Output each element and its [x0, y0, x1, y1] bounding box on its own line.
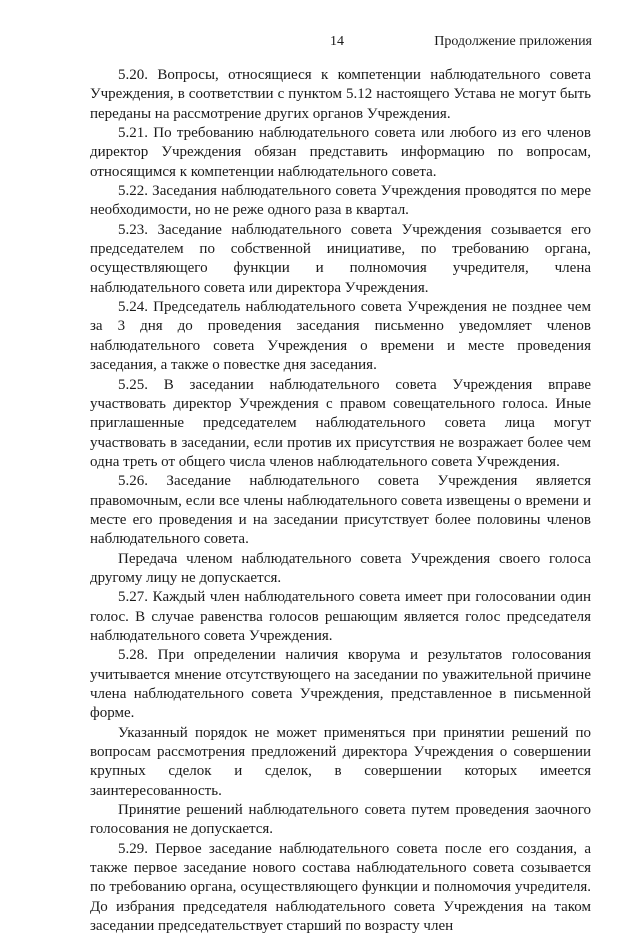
paragraph-absentee-voting: Принятие решений наблюдательного совета путем проведения заочного голосования не допускается.	[90, 802, 591, 838]
paragraph-5-28: 5.28. При определении наличия кворума и результатов голосования учитывается мнение отсутствующего на заседании по уважительной причине члена наблюдательного совета Учреждения, представленное в письменной форме.	[90, 647, 591, 722]
paragraph-5-23: 5.23. Заседание наблюдательного совета Учреждения созывается его председателем по собственной инициативе, по требованию органа, осуществляющего функции и полномочия учредителя, члена наблюдательного совета или директора Учреждения.	[90, 221, 591, 296]
paragraph-5-26: 5.26. Заседание наблюдательного совета Учреждения является правомочным, если все члены наблюдательного совета извещены о времени и месте его проведения и на заседании присутствует более половины членов наблюдательного совета.	[90, 473, 591, 548]
paragraph-5-24: 5.24. Председатель наблюдательного совета Учреждения не позднее чем за 3 дня до проведения заседания письменно уведомляет членов наблюдательного совета Учреждения о времени и месте проведения заседания, а также о повестке дня заседания.	[90, 299, 591, 374]
paragraph-procedure-limit: Указанный порядок не может применяться при принятии решений по вопросам рассмотрения предложений директора Учреждения о совершении крупных сделок и сделок, в совершении которых имеется заинтересованность.	[90, 724, 591, 799]
continuation-label: Продолжение приложения	[434, 34, 592, 49]
paragraph-5-20: 5.20. Вопросы, относящиеся к компетенции наблюдательного совета Учреждения, в соответствии с пунктом 5.12 настоящего Устава не могут быть переданы на рассмотрение других органов Учреждения.	[90, 67, 591, 122]
document-body	[90, 66, 591, 936]
paragraph-5-27: 5.27. Каждый член наблюдательного совета имеет при голосовании один голос. В случае равенства голосов решающим является голос председателя наблюдательного совета Учреждения.	[90, 589, 591, 644]
paragraph-5-22: 5.22. Заседания наблюдательного совета Учреждения проводятся по мере необходимости, но не реже одного раза в квартал.	[90, 183, 591, 219]
paragraph-vote-transfer: Передача членом наблюдательного совета Учреждения своего голоса другому лицу не допускается.	[90, 550, 591, 586]
page-header	[0, 34, 640, 54]
paragraph-5-25: 5.25. В заседании наблюдательного совета Учреждения вправе участвовать директор Учреждения с правом совещательного голоса. Иные приглашенные председателем наблюдательного совета лица могут участвовать в заседании, если против их присутствия не возражает более чем одна треть от общего числа членов наблюдательного совета Учреждения.	[90, 376, 591, 470]
page-number: 14	[330, 34, 344, 49]
paragraph-5-29: 5.29. Первое заседание наблюдательного совета после его создания, а также первое заседание нового состава наблюдательного совета созывается по требованию органа, осуществляющего функции и полномочия учредителя. До избрания председателя наблюдательного совета Учреждения на таком заседании председательствует старший по возрасту член	[90, 840, 591, 935]
paragraph-5-21: 5.21. По требованию наблюдательного совета или любого из его членов директор Учреждения обязан представить информацию по вопросам, относящимся к компетенции наблюдательного совета.	[90, 125, 591, 180]
